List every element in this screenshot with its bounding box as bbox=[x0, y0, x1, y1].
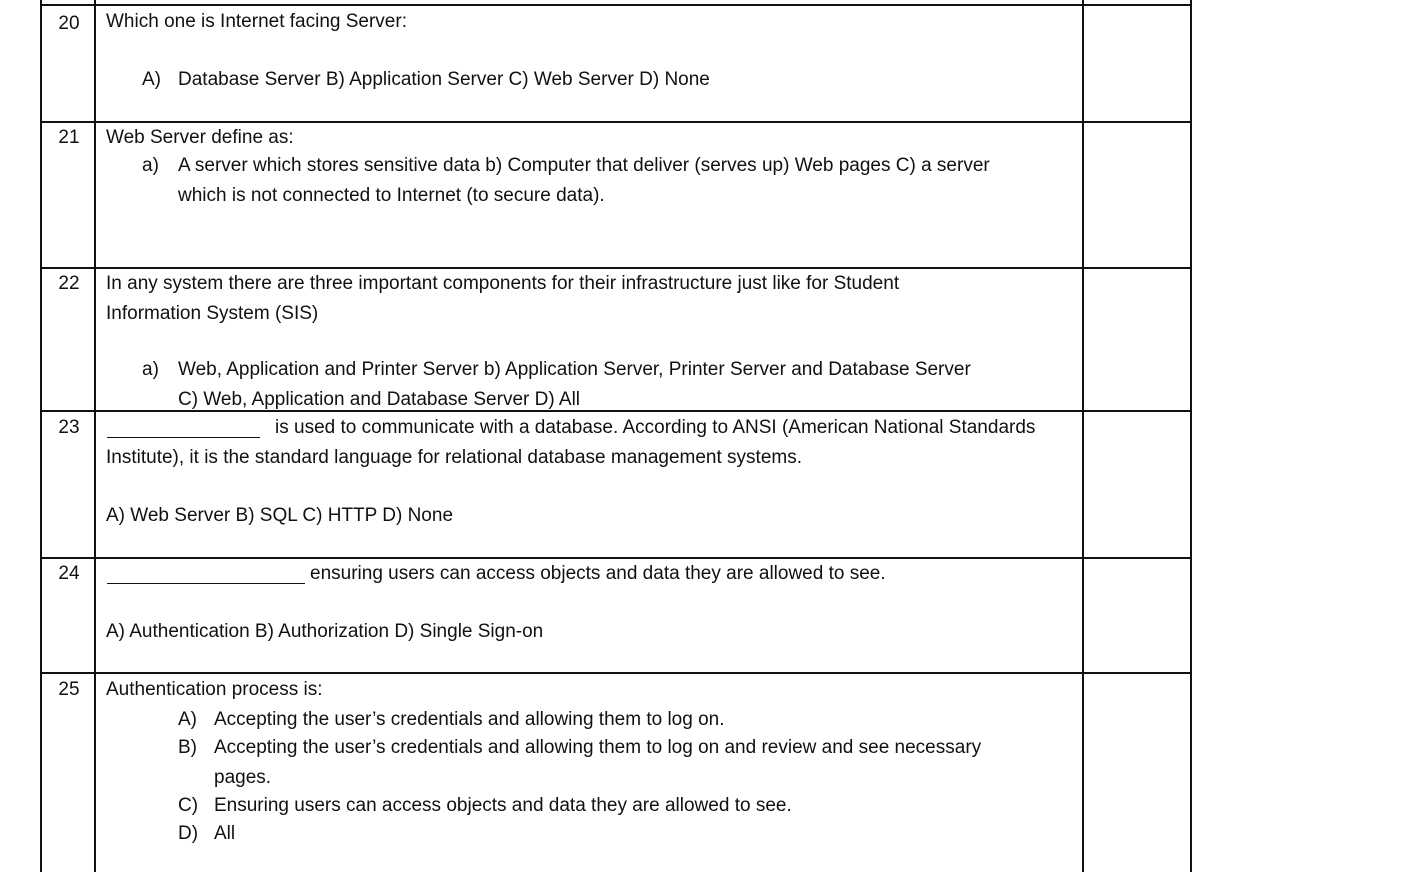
option-label: C) bbox=[178, 795, 199, 816]
option-label: A) bbox=[142, 69, 161, 90]
question-number: 21 bbox=[58, 127, 80, 148]
option-text: All bbox=[214, 823, 236, 844]
answer-blank bbox=[107, 583, 305, 584]
option-label: D) bbox=[178, 823, 199, 844]
question-stem: Web Server define as: bbox=[106, 127, 294, 148]
question-number: 23 bbox=[58, 417, 80, 438]
question-stem: Which one is Internet facing Server: bbox=[106, 11, 407, 32]
option-label: B) bbox=[178, 737, 197, 758]
question-number: 22 bbox=[58, 273, 80, 294]
question-number: 24 bbox=[58, 563, 80, 584]
question-options: A) Web Server B) SQL C) HTTP D) None bbox=[106, 505, 454, 526]
option-label: a) bbox=[142, 155, 159, 176]
question-options-line-1: Web, Application and Printer Server b) Application Server, Printer Server and Database Server bbox=[178, 359, 971, 380]
question-stem-line-2: Institute), it is the standard language for relational database management systems. bbox=[106, 447, 803, 468]
option-text: Accepting the user’s credentials and allowing them to log on. bbox=[214, 709, 725, 730]
question-options-line-1: A server which stores sensitive data b) Computer that deliver (serves up) Web pages C) a server bbox=[178, 155, 990, 176]
table-column-divider bbox=[94, 0, 96, 872]
table-border-left bbox=[40, 0, 42, 872]
question-stem: ensuring users can access objects and data they are allowed to see. bbox=[310, 563, 886, 584]
question-stem-line-1: In any system there are three important components for their infrastructure just like for Student bbox=[106, 273, 900, 294]
question-number: 25 bbox=[58, 679, 80, 700]
question-options: Database Server B) Application Server C) Web Server D) None bbox=[178, 69, 710, 90]
row-divider bbox=[41, 4, 1192, 6]
question-options-line-2: which is not connected to Internet (to secure data). bbox=[178, 185, 605, 206]
question-options-line-2: C) Web, Application and Database Server D) All bbox=[178, 389, 581, 410]
table-column-divider bbox=[1082, 0, 1084, 872]
question-stem: Authentication process is: bbox=[106, 679, 323, 700]
question-number: 20 bbox=[58, 13, 80, 34]
row-divider bbox=[41, 672, 1192, 674]
question-stem-line-2: Information System (SIS) bbox=[106, 303, 319, 324]
option-text-continued: pages. bbox=[214, 767, 272, 788]
option-text: Ensuring users can access objects and data they are allowed to see. bbox=[214, 795, 792, 816]
option-text: Accepting the user’s credentials and allowing them to log on and review and see necessary bbox=[214, 737, 982, 758]
question-options: A) Authentication B) Authorization D) Single Sign-on bbox=[106, 621, 544, 642]
option-label: a) bbox=[142, 359, 159, 380]
table-border-right bbox=[1190, 0, 1192, 872]
option-label: A) bbox=[178, 709, 197, 730]
answer-blank bbox=[107, 437, 260, 438]
question-stem-line-1: is used to communicate with a database. According to ANSI (American National Standards bbox=[275, 417, 1036, 438]
